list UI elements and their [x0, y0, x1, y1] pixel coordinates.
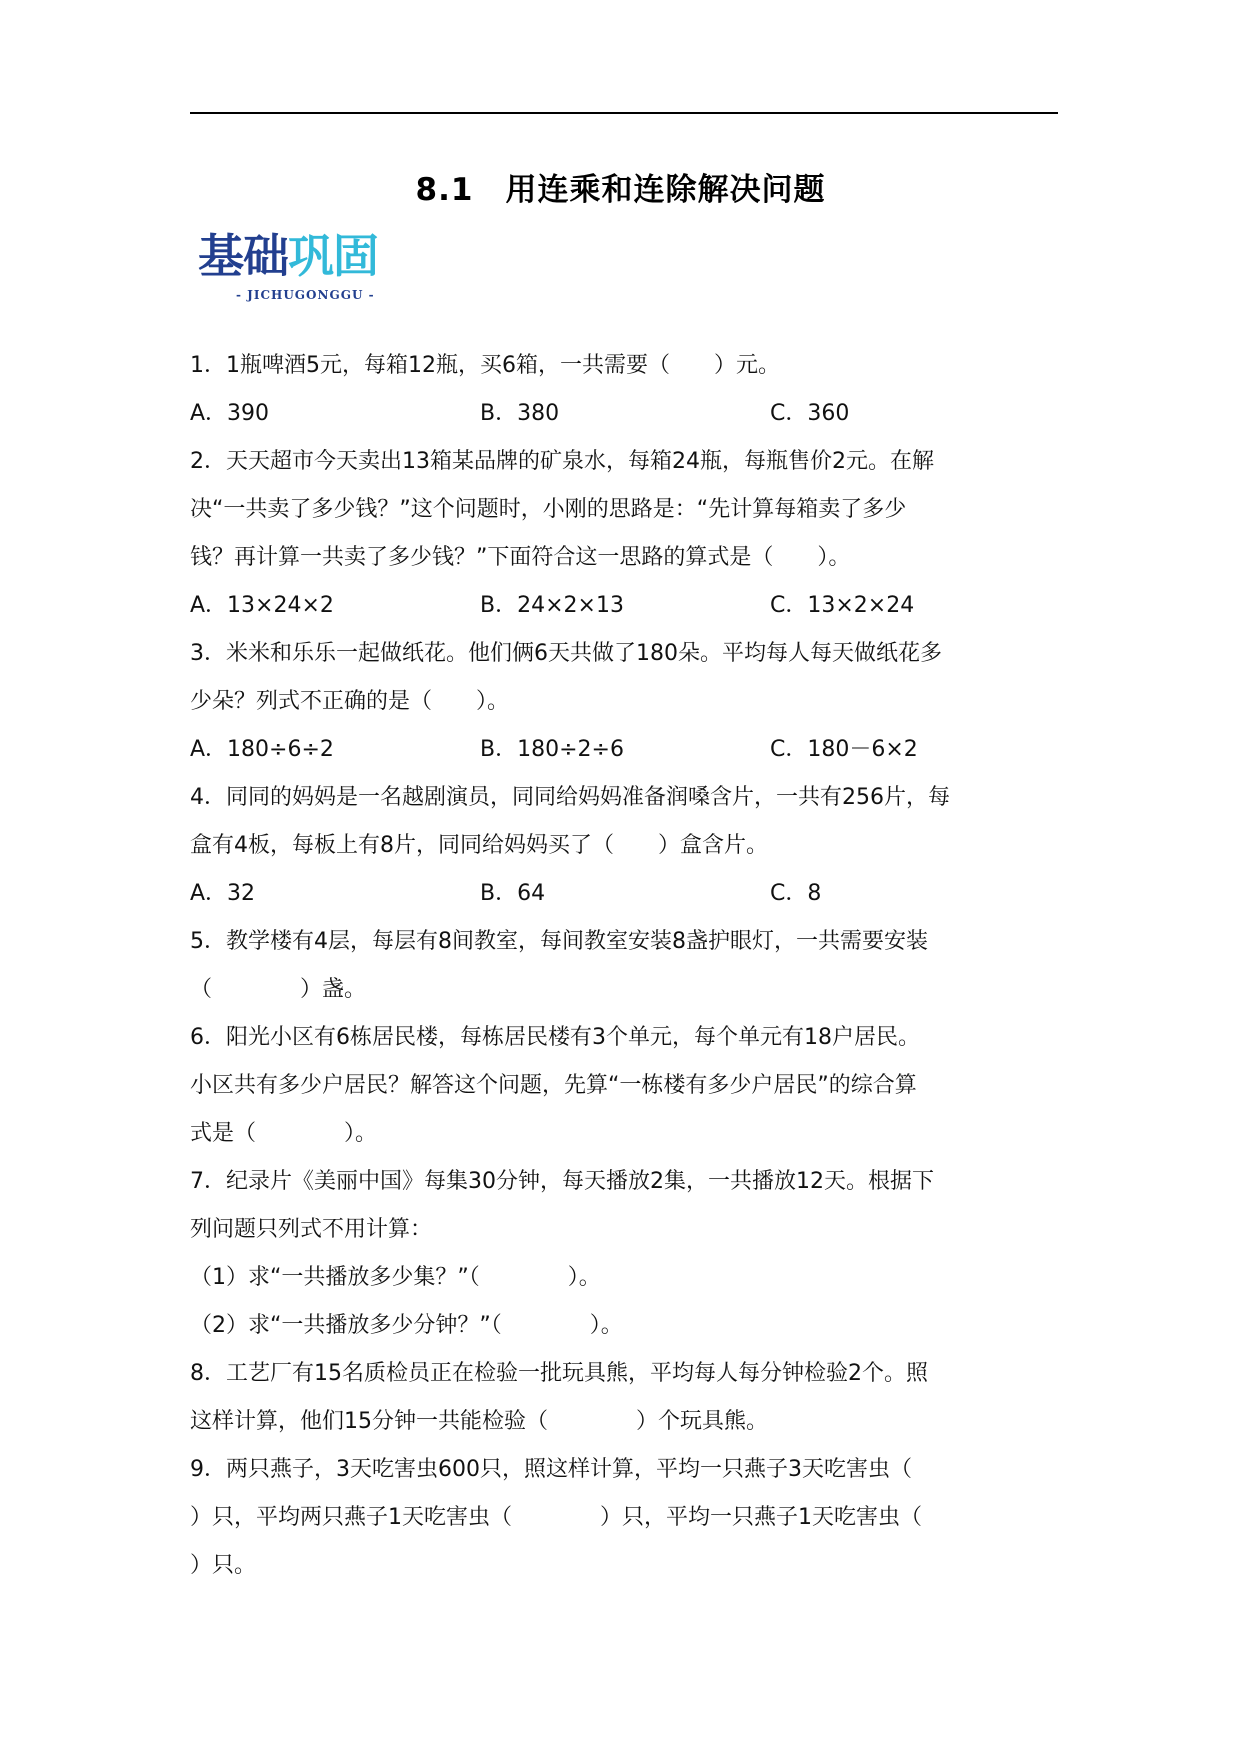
question-text: 6．阳光小区有6栋居民楼，每栋居民楼有3个单元，每个单元有18户居民。	[190, 1025, 920, 1050]
options-row	[190, 582, 1070, 630]
option-b: B．64	[480, 881, 546, 906]
question-text: 3．米米和乐乐一起做纸花。他们俩6天共做了180朵。平均每人每天做纸花多	[190, 641, 942, 666]
question-text: （ ）盏。	[190, 977, 367, 1002]
question-text: 列问题只列式不用计算：	[190, 1217, 433, 1242]
option-a: A．13×24×2	[190, 593, 334, 618]
question-1	[190, 342, 1070, 438]
page-title: 8.1 用连乘和连除解决问题	[415, 172, 826, 208]
question-text: 7．纪录片《美丽中国》每集30分钟，每天播放2集，一共播放12天。根据下	[190, 1169, 934, 1194]
question-list	[190, 342, 1070, 1590]
option-c: C．8	[770, 881, 822, 906]
option-a: A．180÷6÷2	[190, 737, 334, 762]
question-3	[190, 630, 1070, 774]
option-b: B．380	[480, 401, 560, 426]
badge-text-part2: 巩固	[288, 229, 378, 283]
options-row	[190, 870, 1070, 918]
question-5	[190, 918, 1070, 1014]
question-4	[190, 774, 1070, 918]
question-6	[190, 1014, 1070, 1158]
option-a: A．390	[190, 401, 270, 426]
question-text: 盒有4板，每板上有8片，同同给妈妈买了（ ）盒含片。	[190, 833, 768, 858]
option-c: C．13×2×24	[770, 593, 915, 618]
options-row	[190, 390, 1070, 438]
question-text: 小区共有多少户居民？解答这个问题，先算“一栋楼有多少户居民”的综合算	[190, 1073, 917, 1098]
question-text: 决“一共卖了多少钱？”这个问题时，小刚的思路是：“先计算每箱卖了多少	[190, 497, 907, 522]
question-text: ）只，平均两只燕子1天吃害虫（ ）只，平均一只燕子1天吃害虫（	[190, 1505, 922, 1530]
question-text: 钱？再计算一共卖了多少钱？”下面符合这一思路的算式是（ ）。	[190, 545, 851, 570]
question-text: ）只。	[190, 1553, 257, 1578]
question-text: 8．工艺厂有15名质检员正在检验一批玩具熊，平均每人每分钟检验2个。照	[190, 1361, 928, 1386]
badge-subtitle: - JICHUGONGGU -	[236, 288, 375, 302]
question-7	[190, 1158, 1070, 1350]
section-badge-logo	[198, 229, 414, 304]
question-text: 这样计算，他们15分钟一共能检验（ ）个玩具熊。	[190, 1409, 768, 1434]
option-b: B．180÷2÷6	[480, 737, 624, 762]
option-b: B．24×2×13	[480, 593, 624, 618]
options-row	[190, 726, 1070, 774]
question-text: 9．两只燕子，3天吃害虫600只，照这样计算，平均一只燕子3天吃害虫（	[190, 1457, 912, 1482]
question-text: 5．教学楼有4层，每层有8间教室，每间教室安装8盏护眼灯，一共需要安装	[190, 929, 928, 954]
question-8	[190, 1350, 1070, 1446]
question-2	[190, 438, 1070, 630]
question-text: 少朵？列式不正确的是（ ）。	[190, 689, 510, 714]
question-text: 1．1瓶啤酒5元，每箱12瓶，买6箱，一共需要（ ）元。	[190, 353, 780, 378]
badge-main-text	[198, 228, 414, 284]
option-c: C．360	[770, 401, 850, 426]
sub-question-2: （2）求“一共播放多少分钟？”（ ）。	[190, 1313, 623, 1338]
question-text: 2．天天超市今天卖出13箱某品牌的矿泉水，每箱24瓶，每瓶售价2元。在解	[190, 449, 934, 474]
question-9	[190, 1446, 1070, 1590]
question-text: 式是（ ）。	[190, 1121, 378, 1146]
badge-text-part1: 基础	[198, 229, 288, 283]
header-rule	[190, 112, 1058, 114]
sub-question-1: （1）求“一共播放多少集？”（ ）。	[190, 1265, 601, 1290]
option-c: C．180－6×2	[770, 737, 918, 762]
option-a: A．32	[190, 881, 256, 906]
question-text: 4．同同的妈妈是一名越剧演员，同同给妈妈准备润嗓含片，一共有256片，每	[190, 785, 950, 810]
